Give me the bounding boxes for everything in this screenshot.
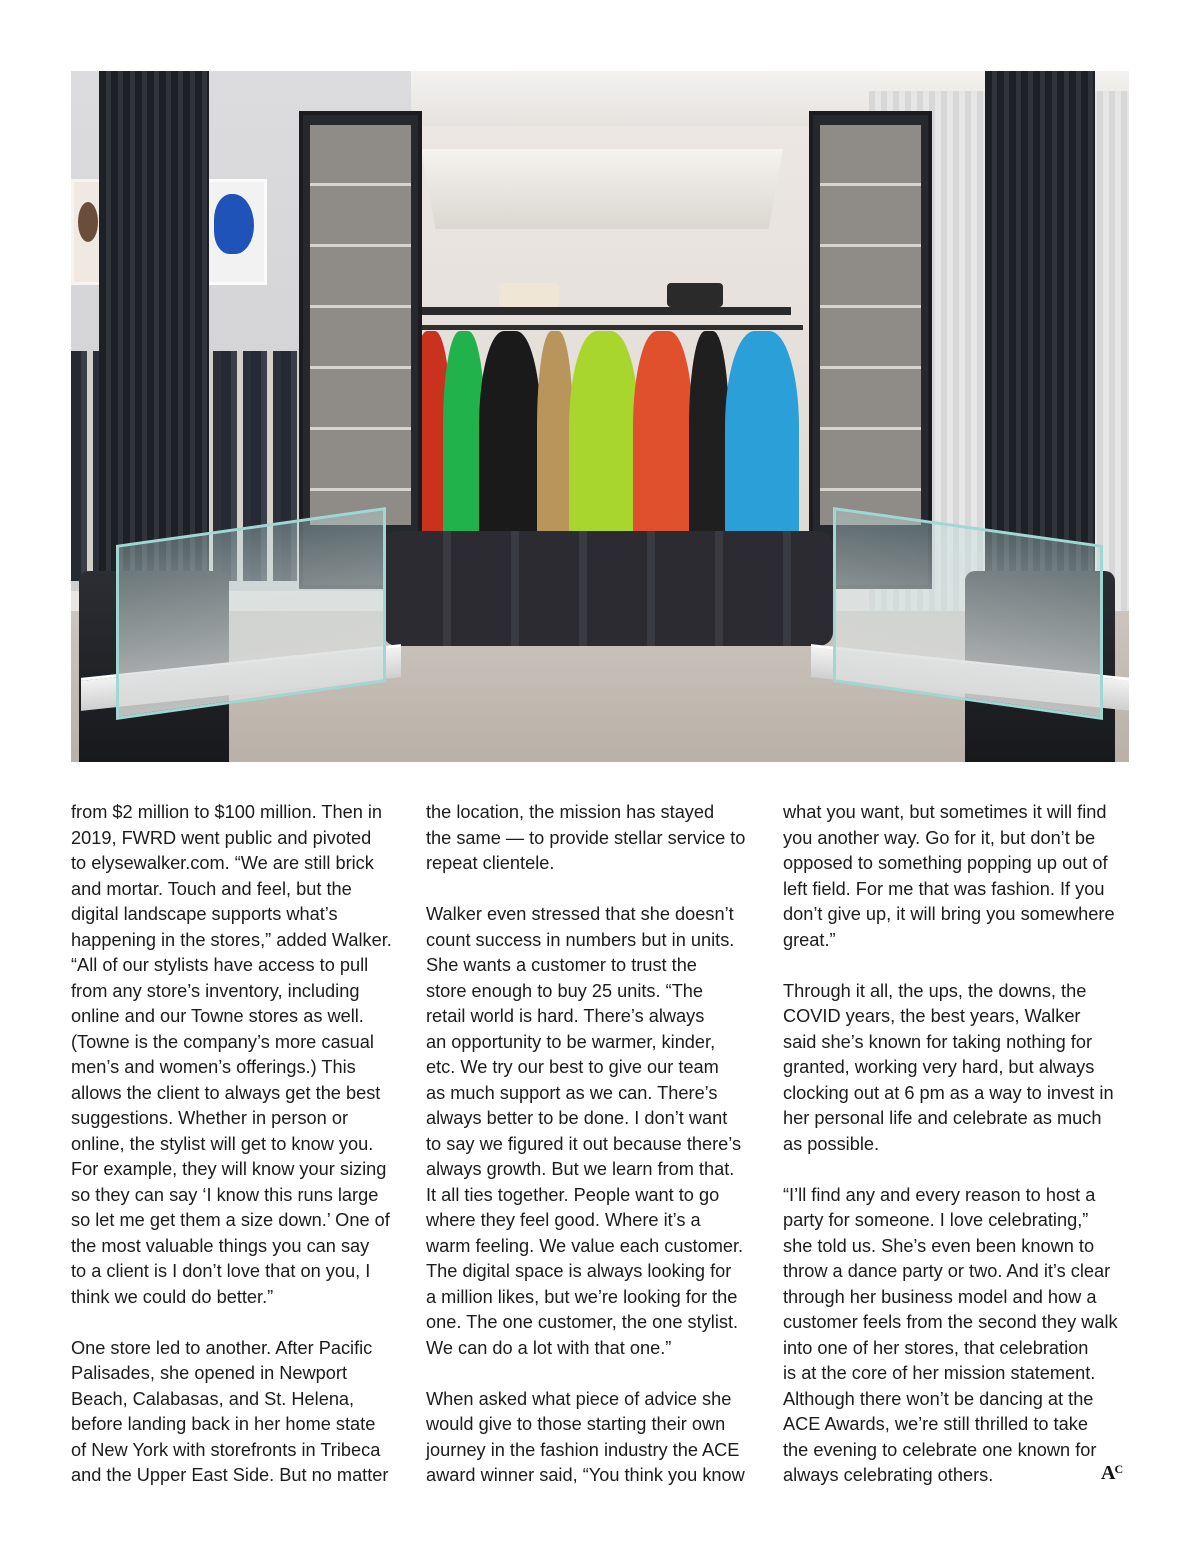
text-line: where they feel good. Where it’s a [426,1210,701,1230]
text-line: into one of her stores, that celebration [783,1337,1089,1358]
handbag-white [499,283,559,307]
text-line: one. The one customer, the one stylist. [426,1312,739,1332]
paragraph [426,1387,771,1489]
text-line: journey in the fashion industry the ACE [426,1439,740,1460]
paragraph [426,800,771,877]
text-line: left field. For me that was fashion. If you [783,878,1105,899]
text-line: clocking out at 6 pm as a way to invest in [783,1082,1114,1103]
text-line: suggestions. Whether in person or [71,1108,349,1128]
paragraph [426,902,771,1361]
wall-artwork-blue-flower [203,179,267,285]
text-line: the most valuable things you can say [71,1235,370,1256]
text-line: etc. We try our best to give our team [426,1057,719,1077]
text-line: what you want, but sometimes it will find [783,802,1107,822]
handbag-shelf [419,307,791,315]
paragraph [71,1336,416,1489]
text-line: Through it all, the ups, the downs, the [783,980,1087,1001]
text-line: Beach, Calabasas, and St. Helena, [71,1388,355,1409]
text-line: her personal life and celebrate as much [783,1108,1102,1128]
text-line: ACE Awards, we’re still thrilled to take [783,1414,1088,1434]
paragraph [783,1183,1138,1489]
article-column-2 [426,800,771,1514]
text-line: happening in the stores,” added Walker. [71,929,392,950]
article-column-3 [783,800,1138,1514]
text-line: She wants a customer to trust the [426,955,697,975]
text-line: throw a dance party or two. And it’s clear [783,1261,1111,1281]
text-line: always better to be done. I don’t want [426,1108,728,1128]
handbag-black [667,283,723,307]
text-line: through her business model and how a [783,1286,1097,1307]
text-line: don’t give up, it will bring you somewhere [783,904,1115,924]
text-line: COVID years, the best years, Walker [783,1006,1081,1026]
text-line: Walker even stressed that she doesn’t [426,904,734,924]
crystal-chandelier [421,149,783,229]
text-line: always growth. But we learn from that. [426,1159,735,1179]
text-line: said she’s known for taking nothing for [783,1031,1093,1052]
text-line: from any store’s inventory, including [71,980,360,1001]
text-line: We can do a lot with that one.” [426,1337,672,1358]
text-line: always celebrating others. [783,1465,994,1485]
paragraph [783,979,1138,1158]
text-line: an opportunity to be warmer, kinder, [426,1031,716,1052]
text-line: store enough to buy 25 units. “The [426,980,704,1001]
text-line: to elysewalker.com. “We are still brick [71,853,374,873]
text-line: retail world is hard. There’s always [426,1006,705,1026]
text-line: and mortar. Touch and feel, but the [71,878,352,899]
text-line: party for someone. I love celebrating,” [783,1210,1089,1230]
text-line: It all ties together. People want to go [426,1184,720,1205]
text-line: great.” [783,929,836,950]
text-line: repeat clientele. [426,853,555,873]
text-line: online, the stylist will get to know you. [71,1133,374,1154]
text-line: Palisades, she opened in Newport [71,1363,348,1383]
text-line: For example, they will know your sizing [71,1159,387,1179]
text-line: 2019, FWRD went public and pivoted [71,827,372,848]
text-line: think we could do better.” [71,1286,274,1307]
text-line: allows the client to always get the best [71,1082,381,1103]
ace-logo-end-mark: $A^C$ [1101,1462,1123,1484]
text-line: “I’ll find any and every reason to host a [783,1184,1096,1205]
text-line: The digital space is always looking for [426,1261,732,1281]
text-line: as possible. [783,1133,880,1154]
text-line: One store led to another. After Pacific [71,1337,373,1358]
text-line: to a client is I don’t love that on you, I [71,1261,371,1281]
tufted-bench [383,531,833,646]
clothing-rail [419,325,803,330]
store-interior-photo [71,71,1129,762]
article-column-1 [71,800,416,1514]
text-line: Although there won’t be dancing at the [783,1388,1094,1409]
text-line: opposed to something popping up out of [783,853,1108,873]
text-line: count success in numbers but in units. [426,929,735,950]
text-line: the same — to provide stellar service to [426,827,746,848]
text-line: of New York with storefronts in Tribeca [71,1439,381,1460]
text-line: so let me get them a size down.’ One of [71,1210,390,1230]
text-line: (Towne is the company’s more casual [71,1031,374,1052]
text-line: as much support as we can. There’s [426,1082,718,1103]
text-line: before landing back in her home state [71,1414,376,1434]
text-line: and the Upper East Side. But no matter [71,1465,389,1485]
text-line: customer feels from the second they walk [783,1312,1118,1332]
text-line: to say we figured it out because there’s [426,1133,742,1154]
text-line: you another way. Go for it, but don’t be [783,827,1096,848]
text-line: she told us. She’s even been known to [783,1235,1095,1256]
text-line: warm feeling. We value each customer. [426,1235,744,1256]
text-line: granted, working very hard, but always [783,1057,1095,1077]
text-line: would give to those starting their own [426,1414,726,1434]
text-line: “All of our stylists have access to pull [71,955,369,975]
paragraph [783,800,1138,953]
text-line: so they can say ‘I know this runs large [71,1184,379,1205]
text-line: When asked what piece of advice she [426,1388,732,1409]
text-line: from $2 million to $100 million. Then in [71,802,383,822]
text-line: award winner said, “You think you know [426,1465,745,1485]
text-line: the location, the mission has stayed [426,802,715,822]
text-line: is at the core of her mission statement. [783,1363,1096,1383]
paragraph [71,800,416,1310]
text-line: digital landscape supports what’s [71,904,338,924]
text-line: the evening to celebrate one known for [783,1439,1097,1460]
text-line: a million likes, but we’re looking for the [426,1286,738,1307]
text-line: men’s and women’s offerings.) This [71,1057,356,1077]
text-line: online and our Towne stores as well. [71,1006,364,1026]
